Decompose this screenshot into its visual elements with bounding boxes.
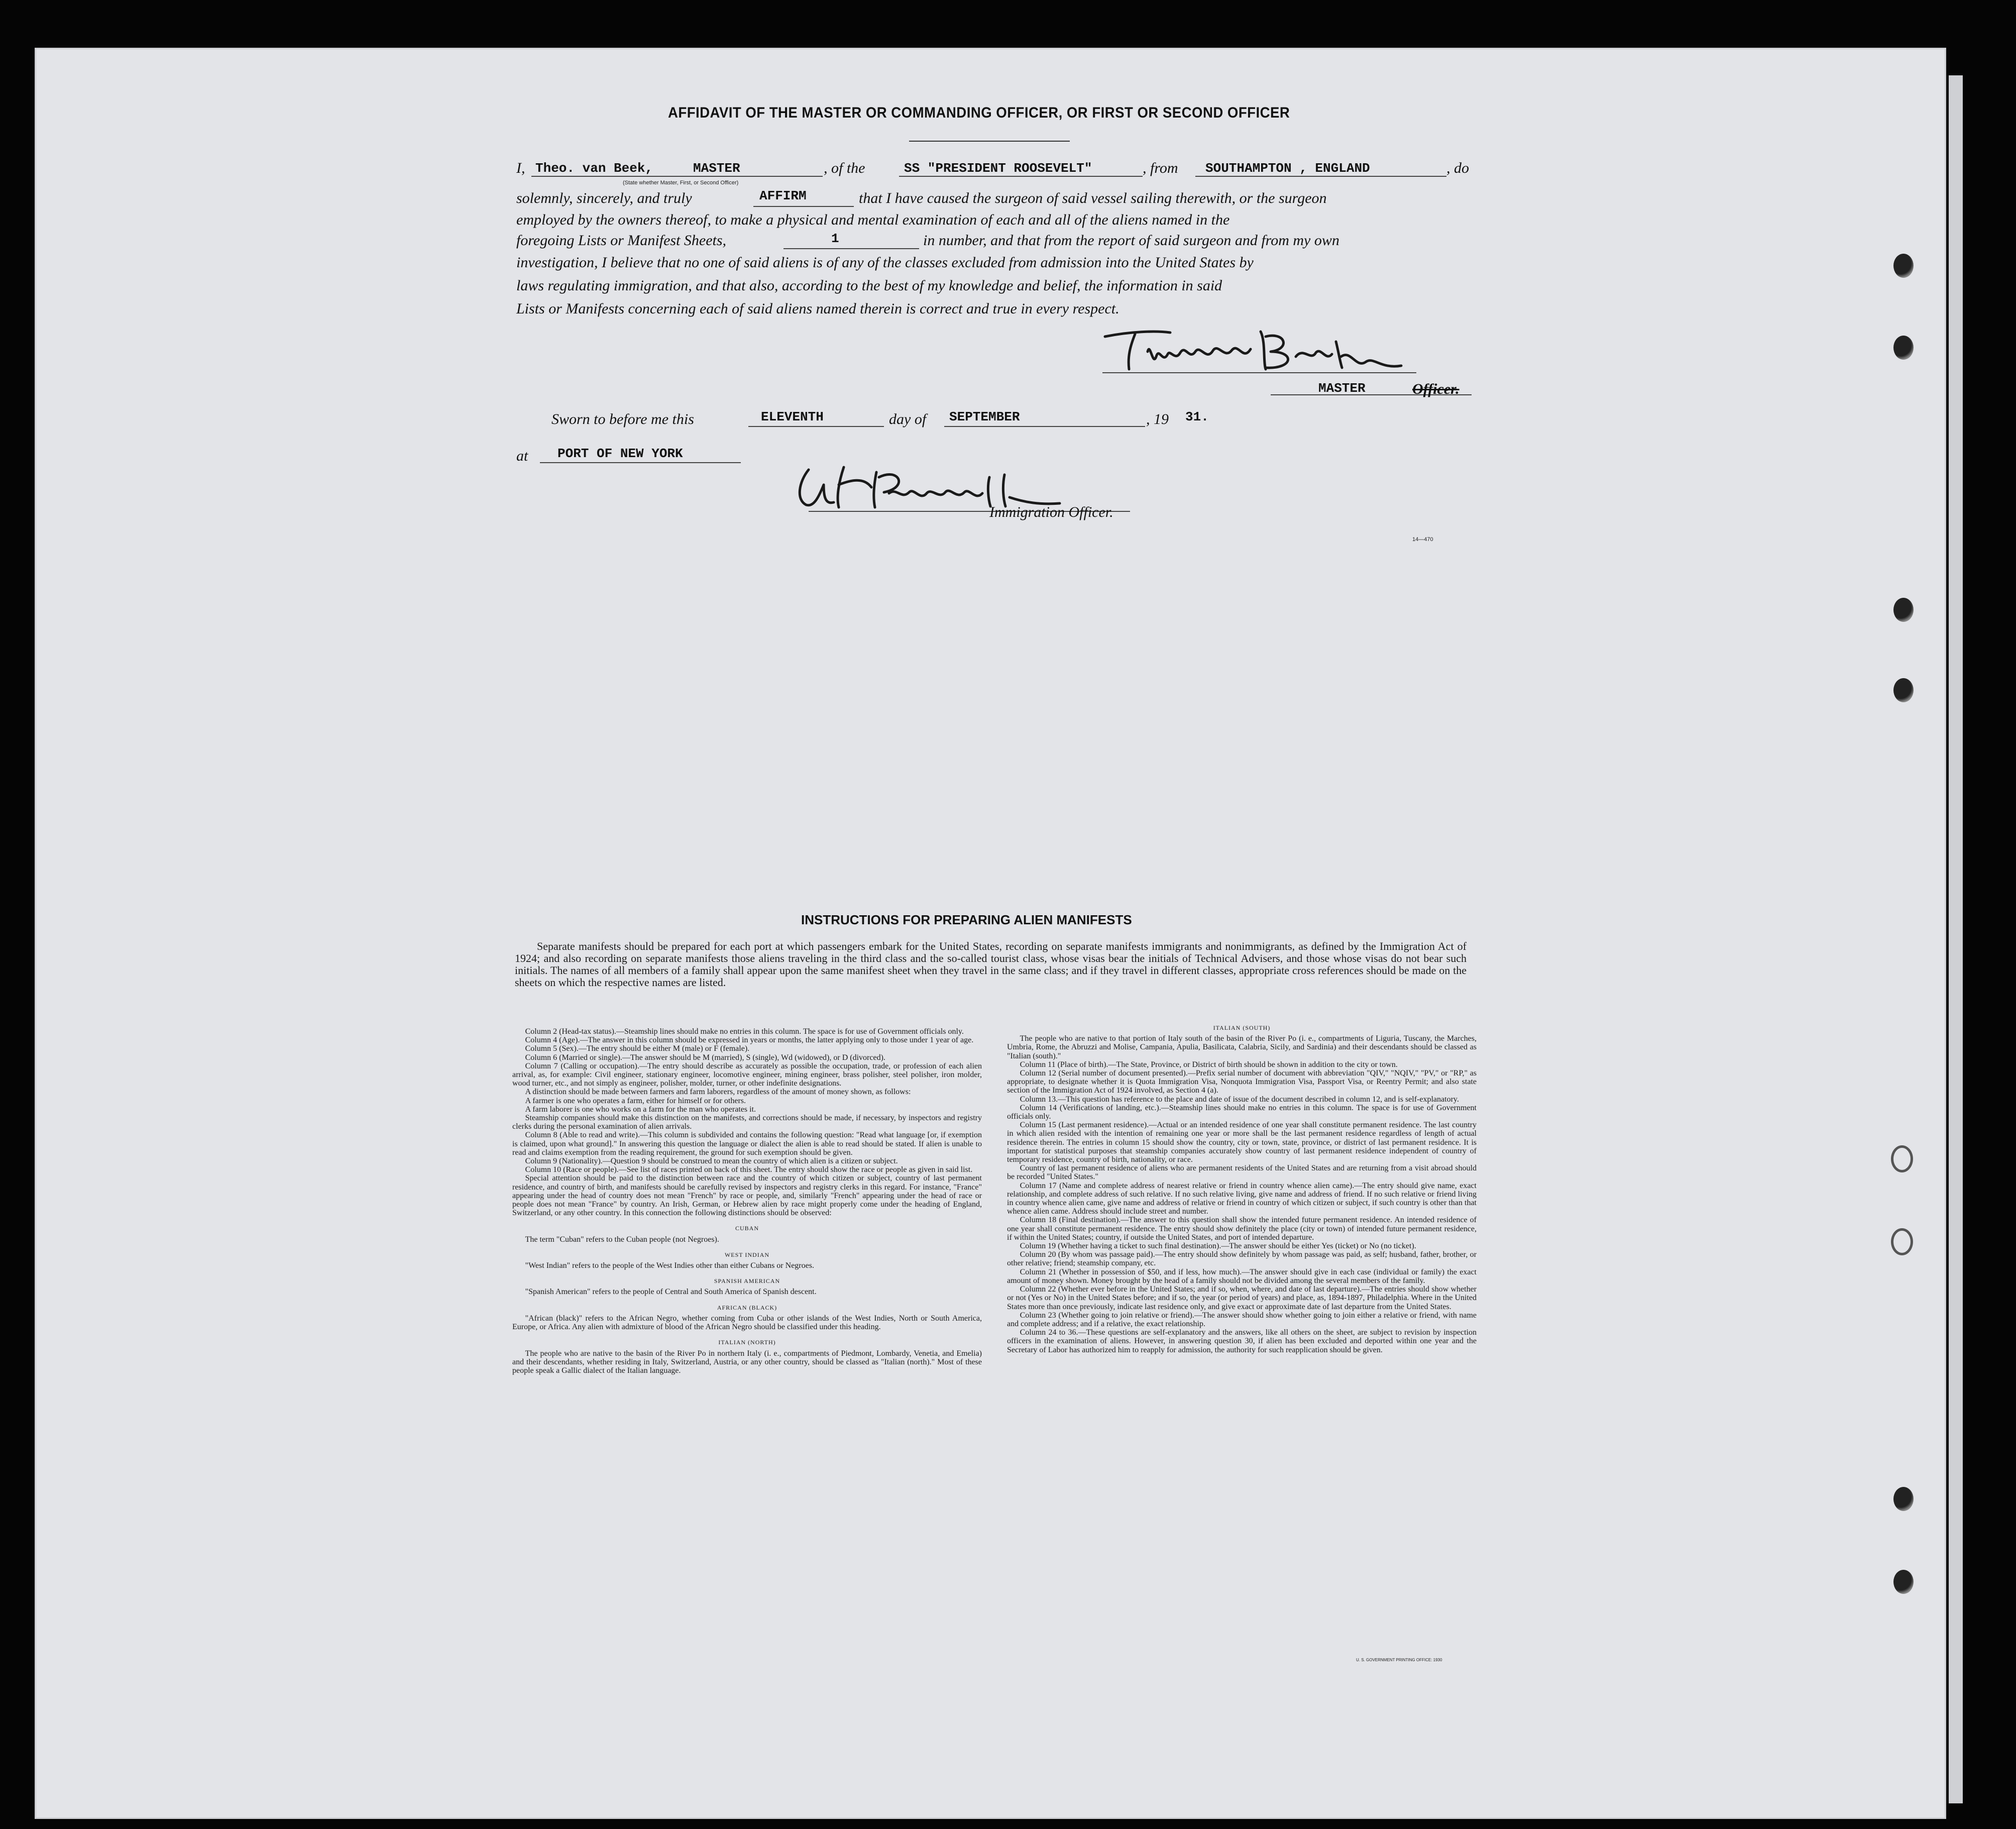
vessel-name: SS "PRESIDENT ROOSEVELT"	[904, 161, 1092, 176]
vessel-underline	[899, 176, 1143, 177]
sworn-text: , 19	[1146, 411, 1169, 427]
affidavit-text: Lists or Manifests concerning each of said aliens named therein is correct and true in every respect.	[516, 300, 1119, 317]
name-underline	[531, 176, 823, 177]
rank-note: (State whether Master, First, or Second Officer)	[623, 180, 739, 186]
instruction-paragraph: Column 15 (Last permanent residence).—Actual or an intended residence of one year shall constitute permanent residence. The last country in which alien resided with the intention of remaining one year or more shall be the last permanent residence regardless of length of actual residence therein. The entries in column 15 should show the country, city or town, state, province, or district of last permanent residence. It is important for statistical purposes that steamship companies accurately show country of last permanent residence independent of country of temporary residence, country of birth, nationality, or race.	[1007, 1121, 1477, 1164]
instructions-left-column	[512, 1027, 982, 1375]
sworn-place: PORT OF NEW YORK	[557, 446, 683, 461]
instruction-paragraph: Column 17 (Name and complete address of nearest relative or friend in country whence alien came).—The entry should give name, exact relationship, and complete address of such relative. If no such relative living, give name and address of friend. If no such relative or friend living in country whence alien came, give name and address of relative or friend in country of which citizen or subject, if such country is other than that whence alien came. Address should include street and number.	[1007, 1181, 1477, 1216]
section-heading: SPANISH AMERICAN	[714, 1277, 780, 1285]
signer-title: MASTER	[1318, 381, 1366, 396]
binder-hole-icon	[1893, 254, 1914, 278]
departure-port: SOUTHAMPTON , ENGLAND	[1205, 161, 1370, 176]
instruction-paragraph: Country of last permanent residence of aliens who are permanent residents of the United States and are returning from a visit abroad should be recorded "United States."	[1007, 1164, 1477, 1181]
affidavit-text: investigation, I believe that no one of said aliens is of any of the classes excluded from admission into the United States by	[516, 254, 1254, 271]
binder-hole-icon	[1893, 678, 1914, 702]
affidavit-text: , of the	[824, 160, 865, 176]
master-signature	[1100, 321, 1421, 377]
affidavit-text: , from	[1143, 160, 1178, 176]
instruction-paragraph: Column 22 (Whether ever before in the United States; and if so, when, where, and date of last departure).—The entries should show whether or not (Yes or No) in the United States before; and if so, the year (or period of years) and place, as, 1894-1897, Philadelphia. Where in the United States more than once previously, indicate last residence only, and give exact or approximate date of last departure from the United States.	[1007, 1285, 1477, 1311]
instruction-paragraph: A farmer is one who operates a farm, either for himself or for others.	[525, 1096, 746, 1105]
immigration-officer-label: Immigration Officer.	[989, 504, 1113, 520]
instruction-paragraph: Column 10 (Race or people).—See list of races printed on back of this sheet. The entry should show the race or people as given in said list.	[525, 1165, 973, 1174]
section-heading: WEST INDIAN	[724, 1251, 770, 1258]
officer-name: Theo. van Beek,	[535, 161, 653, 176]
officer-struck: Officer.	[1412, 381, 1460, 397]
officer-rank: MASTER	[693, 161, 740, 176]
instruction-paragraph: Column 11 (Place of birth).—The State, Province, or District of birth should be shown in addition to the city or town.	[1020, 1060, 1398, 1069]
section-heading: ITALIAN (SOUTH)	[1213, 1024, 1271, 1031]
affidavit-text: that I have caused the surgeon of said vessel sailing therewith, or the surgeon	[859, 190, 1327, 206]
day-underline	[748, 426, 884, 427]
affirm-word: AFFIRM	[759, 188, 807, 203]
instructions-intro: Separate manifests should be prepared for each port at which passengers embark for the United States, recording on separate manifests immigrants and nonimmigrants, as defined by the Immigration Act of 1924; and also recording on separate manifests those aliens traveling in the third class and the so-called tourist class, whose visas bear the initials of Technical Advisers, and those whose visas do not bear such initials. The names of all members of a family shall appear upon the same manifest sheet when they travel in the same class; and if they travel in different classes, appropriate cross references should be made on the sheets on which the respective names are listed.	[515, 940, 1467, 989]
instruction-paragraph: "Spanish American" refers to the people of Central and South America of Spanish descent.	[525, 1287, 817, 1297]
instruction-paragraph: Column 6 (Married or single).—The answer should be M (married), S (single), Wd (widowed), or D (divorced).	[525, 1053, 885, 1062]
instruction-paragraph: The people who are native to that portion of Italy south of the basin of the River Po (i. e., compartments of Liguria, Tuscany, the Marches, Umbria, Rome, the Abruzzi and Molise, Campania, Apulia, Basilicata, Calabria, Sicily, and Sardinia) and their descendants should be classed as "Italian (south)."	[1007, 1034, 1477, 1060]
instruction-paragraph: Column 13.—This question has reference to the place and date of issue of the document described in column 12, and is self-explanatory.	[1020, 1095, 1459, 1104]
instruction-paragraph: Steamship companies should make this distinction on the manifests, and corrections should be made, if necessary, by inspectors and registry clerks during the personal examination of alien arrivals.	[512, 1114, 982, 1131]
affidavit-text: solemnly, sincerely, and truly	[516, 190, 692, 206]
binder-hole-icon	[1893, 336, 1914, 360]
sworn-text: day of	[889, 411, 927, 427]
section-heading: AFRICAN (BLACK)	[717, 1304, 777, 1311]
instruction-paragraph: Column 18 (Final destination).—The answer to this question shall show the intended future permanent residence. An intended residence of one year shall constitute permanent residence. The entry should show definitely the place (city or town) of intended future permanent residence, if within the United States; country, if outside the United States, and port of intended departure.	[1007, 1216, 1477, 1242]
instruction-paragraph: Column 20 (By whom was passage paid).—The entry should show definitely by whom passage was paid, as self; husband, father, brother, or other relative; friend; steamship company, etc.	[1007, 1250, 1477, 1268]
place-underline	[540, 462, 741, 463]
instruction-paragraph: Special attention should be paid to the distinction between race and the country of which citizen or subject, country of last permanent residence, and country of birth, and manifests should be carefully revised by inspectors and registry clerks in this regard. For instance, "France" appearing under the head of country does not mean "French" by race or people, and, similarly "French" appearing under the head of race or people does not mean "France" by country. An Irish, German, or Hebrew alien by race might properly come under the heading of England, Switzerland, or any other country. In this connection the following distinctions should be observed:	[512, 1174, 982, 1218]
instruction-paragraph: Column 19 (Whether having a ticket to such final destination).—The answer should be either Yes (ticket) or No (no ticket).	[1020, 1242, 1416, 1251]
sworn-month: SEPTEMBER	[949, 409, 1020, 424]
instruction-paragraph: Column 12 (Serial number of document presented).—Prefix serial number of document with abbreviation "QIV," "NQIV," "PV," or "RP," as appropriate, to designate whether it is Quota Immigration Visa, Nonquota Immigration Visa, Passport Visa, or Reentry Permit; and also state section of the Immigration Act of 1924 involved, as Section 4 (a).	[1007, 1069, 1477, 1095]
instruction-paragraph: The term "Cuban" refers to the Cuban people (not Negroes).	[525, 1235, 719, 1244]
instruction-paragraph: Column 23 (Whether going to join relative or friend).—The answer should show whether going to join either a relative or friend, with name and complete address; and if a relative, the exact relationship.	[1007, 1311, 1477, 1328]
sworn-year: 31.	[1185, 409, 1209, 424]
instruction-paragraph: Column 5 (Sex).—The entry should be either M (male) or F (female).	[525, 1044, 750, 1053]
affidavit-text: laws regulating immigration, and that also, according to the best of my knowledge and belief, the information in said	[516, 277, 1222, 294]
count-underline	[783, 248, 919, 249]
instruction-paragraph: A distinction should be made between farmers and farm laborers, regardless of the amount of money shown, as follows:	[525, 1088, 911, 1097]
form-number: 14—470	[1412, 536, 1433, 543]
affidavit-title: AFFIDAVIT OF THE MASTER OR COMMANDING OFFICER, OR FIRST OR SECOND OFFICER	[668, 104, 1290, 121]
instruction-paragraph: Column 24 to 36.—These questions are self-explanatory and the answers, like all others on the sheet, are subject to revision by inspection officers in the examination of aliens. However, in answering question 30, if alien has been excluded and deported within one year and the Secretary of Labor has authorized him to reapply for admission, the authority for such reapplication should be given.	[1007, 1328, 1477, 1354]
at-text: at	[516, 448, 528, 464]
page-edge	[1949, 75, 1963, 1803]
instruction-paragraph: "African (black)" refers to the African Negro, whether coming from Cuba or other islands of the West Indies, North or South America, Europe, or Africa. Any alien with admixture of blood of the African Negro should be classified under this heading.	[512, 1314, 982, 1332]
sworn-text: Sworn to before me this	[551, 411, 694, 427]
affidavit-text: I,	[516, 160, 525, 176]
binder-hole-icon	[1893, 598, 1914, 622]
affidavit-text: , do	[1446, 160, 1469, 176]
instruction-paragraph: Column 4 (Age).—The answer in this column should be expressed in years or months, the latter applying only to those under 1 year of age.	[525, 1036, 974, 1045]
instruction-paragraph: "West Indian" refers to the people of the West Indies other than either Cubans or Negroes.	[525, 1261, 814, 1270]
affidavit-text: in number, and that from the report of said surgeon and from my own	[923, 232, 1339, 249]
printer-imprint: U. S. GOVERNMENT PRINTING OFFICE: 1930	[1356, 1658, 1442, 1662]
binder-hole-icon	[1891, 1228, 1913, 1255]
binder-hole-icon	[1891, 1145, 1913, 1172]
instruction-paragraph: Column 2 (Head-tax status).—Steamship lines should make no entries in this column. The space is for use of Government officials only.	[525, 1027, 964, 1036]
instruction-paragraph: Column 9 (Nationality).—Question 9 should be construed to mean the country of which alien is a citizen or subject.	[525, 1157, 898, 1166]
section-heading: ITALIAN (NORTH)	[718, 1339, 776, 1346]
port-underline	[1195, 176, 1446, 177]
binder-hole-icon	[1893, 1487, 1914, 1511]
instruction-paragraph: The people who are native to the basin of the River Po in northern Italy (i. e., compartments of Piedmont, Lombardy, Venetia, and Emelia) and their descendants, whether residing in Italy, Switzerland, Austria, or any other country, should be classed as "Italian (north)." Most of these people speak a Gallic dialect of the Italian language.	[512, 1349, 982, 1375]
month-underline	[944, 426, 1145, 427]
section-heading: CUBAN	[735, 1225, 759, 1232]
instruction-paragraph: Column 8 (Able to read and write).—This column is subdivided and contains the following question: "Read what language [or, if exemption is claimed, upon what ground]." In answering this question the language or dialect the alien is able to read should be stated. If alien is unable to read and claims exemption from the reading requirement, the ground for such exemption should be given.	[512, 1131, 982, 1157]
sworn-day: ELEVENTH	[761, 409, 824, 424]
affirm-underline	[753, 206, 854, 207]
instructions-title: INSTRUCTIONS FOR PREPARING ALIEN MANIFESTS	[801, 912, 1132, 927]
binder-hole-icon	[1893, 1570, 1914, 1594]
affidavit-text: employed by the owners thereof, to make a physical and mental examination of each and all of the aliens named in the	[516, 211, 1230, 228]
instruction-paragraph: A farm laborer is one who works on a farm for the man who operates it.	[525, 1105, 756, 1114]
instructions-right-column	[1007, 1024, 1477, 1354]
affidavit-text: foregoing Lists or Manifest Sheets,	[516, 232, 727, 249]
title-divider	[909, 141, 1070, 142]
instruction-paragraph: Column 21 (Whether in possession of $50, and if less, how much).—The answer should give in each case (individual or family) the exact amount of money shown. Money brought by the head of a family should not be divided among the several members of the family.	[1007, 1267, 1477, 1285]
manifest-count: 1	[831, 231, 839, 246]
instruction-paragraph: Column 7 (Calling or occupation).—The entry should describe as accurately as possible the occupation, trade, or profession of each alien arrival, as, for example: Civil engineer, stationary engineer, locomotive engineer, mining engineer, brass polisher, steel polisher, iron molder, wood turner, etc., and not simply as engineer, polisher, molder, turner, or other indefinite designations.	[512, 1061, 982, 1088]
instruction-paragraph: Column 14 (Verifications of landing, etc.).—Steamship lines should make no entries in this column. The space is for use of Government officials only.	[1007, 1103, 1477, 1121]
